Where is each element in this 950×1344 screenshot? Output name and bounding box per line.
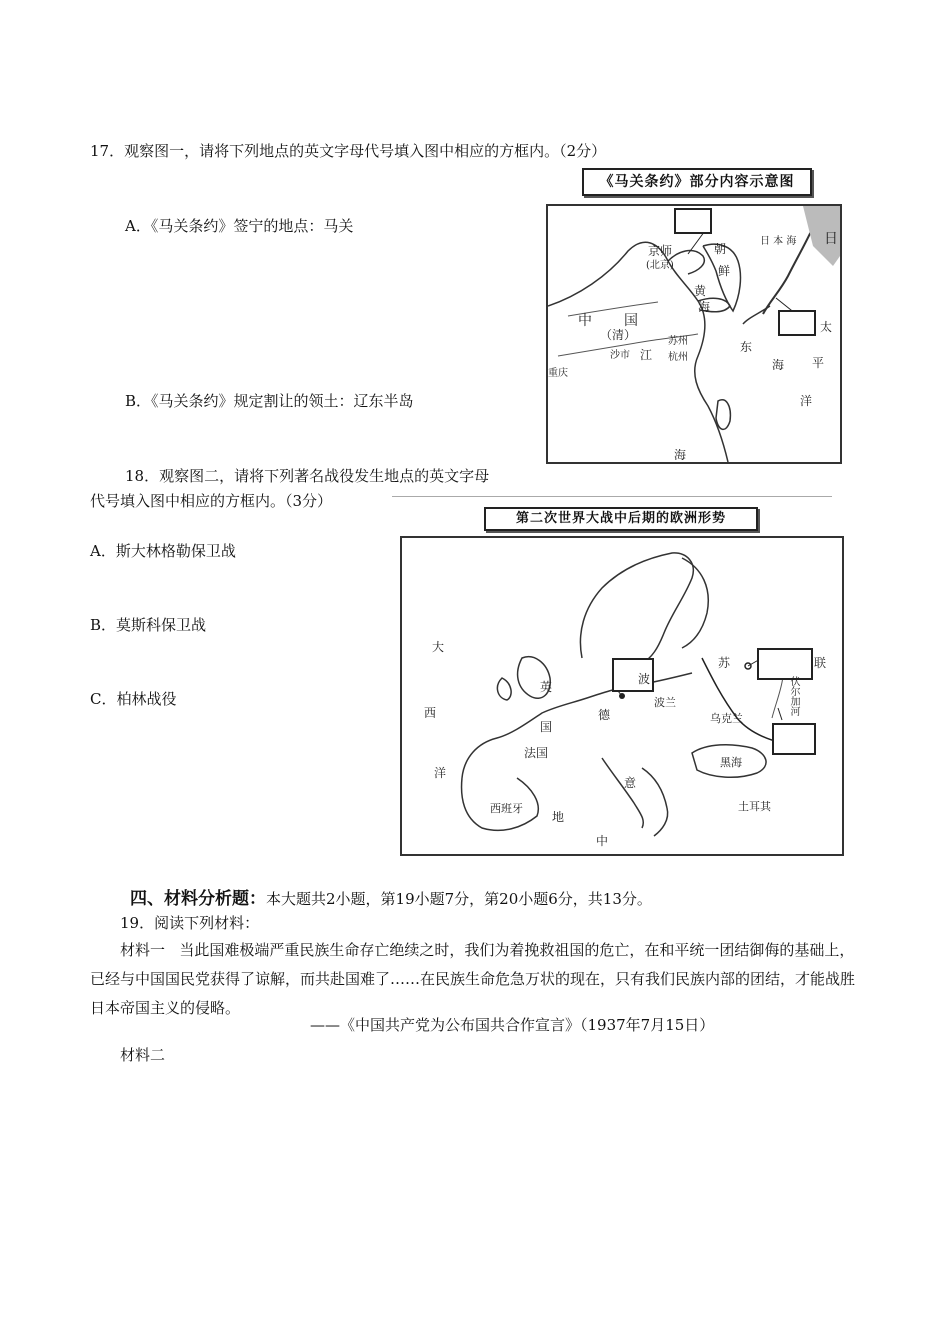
map-label-yellow-sea-2: 海 bbox=[698, 300, 711, 314]
map-label-south: 海 bbox=[674, 448, 687, 462]
map-label-country: 国 bbox=[540, 720, 553, 734]
q18-option-c: C．柏林战役 bbox=[90, 690, 177, 708]
map-label-volga: 伏尔加河 bbox=[788, 676, 799, 716]
section4-heading bbox=[130, 884, 652, 909]
map-label-pacific-1: 太 bbox=[820, 320, 833, 334]
section4-title: 四、材料分析题： bbox=[130, 889, 266, 909]
map-label-lian: 联 bbox=[814, 656, 827, 670]
q18-stem-line1: 18．观察图二，请将下列著名战役发生地点的英文字母 bbox=[125, 467, 490, 485]
map-label-korea-1: 朝 bbox=[714, 242, 727, 256]
map-label-mediterranean-1: 地 bbox=[552, 810, 565, 824]
q17-option-a: A．《马关条约》签宁的地点：马关 bbox=[125, 217, 354, 235]
treaty-map bbox=[546, 204, 842, 464]
map-label-shashi: 沙市 bbox=[610, 350, 630, 361]
map-label-atlantic-1: 大 bbox=[432, 640, 445, 654]
section4-desc: 本大题共2小题，第19小题7分，第20小题6分，共13分。 bbox=[266, 890, 652, 908]
map-label-beijing: (北京) bbox=[646, 260, 674, 271]
map-label-baltic: 波 bbox=[638, 672, 651, 686]
map-label-china-1: 中 bbox=[578, 313, 592, 329]
map-label-black-sea: 黑海 bbox=[720, 756, 742, 769]
q19-material1 bbox=[90, 936, 862, 1023]
q19-material1-text: 当此国难极端严重民族生命存亡绝续之时，我们为着挽救祖国的危亡，在和平统一团结御侮的基础上，已经与中国国民党获得了谅解，而共赴国难了……在民族生命危急万状的现在，只有我们民族内部的团结，才能战胜日本帝国主义的侵略。 bbox=[90, 941, 856, 1017]
map-label-chongqing: 重庆 bbox=[548, 368, 568, 379]
map-label-pacific-3: 洋 bbox=[800, 394, 813, 408]
europe-map bbox=[400, 536, 844, 856]
map-label-spain: 西班牙 bbox=[490, 802, 523, 815]
q19-material2-label: 材料二 bbox=[120, 1046, 166, 1064]
map-label-east-sea-2: 海 bbox=[772, 358, 785, 372]
map-label-korea-2: 鲜 bbox=[718, 264, 731, 278]
map-label-japan: 日 bbox=[824, 231, 838, 247]
q17-option-b: B．《马关条约》规定割让的领土：辽东半岛 bbox=[125, 392, 414, 410]
map-label-qing: （清） bbox=[600, 328, 637, 342]
q18-option-b: B．莫斯科保卫战 bbox=[90, 616, 207, 634]
q17-stem: 17．观察图一，请将下列地点的英文字母代号填入图中相应的方框内。（2分） bbox=[90, 142, 607, 160]
q19-material1-label: 材料一 bbox=[120, 941, 166, 959]
q17-answer-box-shimonoseki[interactable] bbox=[778, 310, 816, 336]
q17-answer-box-liaodong[interactable] bbox=[674, 208, 712, 234]
map-label-china-2: 国 bbox=[624, 313, 638, 329]
map-label-hangzhou: 杭州 bbox=[668, 352, 688, 363]
map-label-mediterranean-2: 中 bbox=[596, 834, 609, 848]
map-label-ukraine: 乌克兰 bbox=[710, 712, 743, 725]
map-label-japan-sea: 日 本 海 bbox=[760, 236, 797, 247]
q18-answer-box-stalingrad[interactable] bbox=[772, 723, 816, 755]
q18-stem-line2: 代号填入图中相应的方框内。（3分） bbox=[90, 492, 333, 510]
europe-map-drawing bbox=[402, 538, 842, 854]
q18-answer-box-moscow[interactable] bbox=[757, 648, 813, 680]
map-label-yellow-sea-1: 黄 bbox=[694, 284, 707, 298]
q19-stem: 19．阅读下列材料： bbox=[120, 914, 260, 932]
q19-material1-source: ——《中国共产党为公布国共合作宣言》（1937年7月15日） bbox=[310, 1016, 715, 1034]
map-label-jiang: 江 bbox=[640, 348, 653, 362]
divider bbox=[392, 496, 832, 497]
map-label-italy: 意 bbox=[624, 776, 637, 790]
q18-option-a: A．斯大林格勒保卫战 bbox=[90, 542, 236, 560]
map-label-capital: 京师 bbox=[648, 244, 673, 258]
map-label-su: 苏 bbox=[718, 656, 731, 670]
map-label-france: 法国 bbox=[524, 746, 549, 760]
map-label-poland: 波兰 bbox=[654, 696, 676, 709]
map-label-england: 英 bbox=[540, 680, 553, 694]
map-label-suzhou: 苏州 bbox=[668, 336, 688, 347]
map-label-atlantic-2: 西 bbox=[424, 706, 437, 720]
map-label-east-sea-1: 东 bbox=[740, 340, 753, 354]
europe-map-title: 第二次世界大战中后期的欧洲形势 bbox=[484, 507, 758, 531]
treaty-map-title: 《马关条约》部分内容示意图 bbox=[582, 168, 812, 196]
map-label-turkey: 土耳其 bbox=[738, 800, 771, 813]
map-label-germany: 德 bbox=[598, 708, 611, 722]
map-label-atlantic-3: 洋 bbox=[434, 766, 447, 780]
map-label-pacific-2: 平 bbox=[812, 356, 825, 370]
